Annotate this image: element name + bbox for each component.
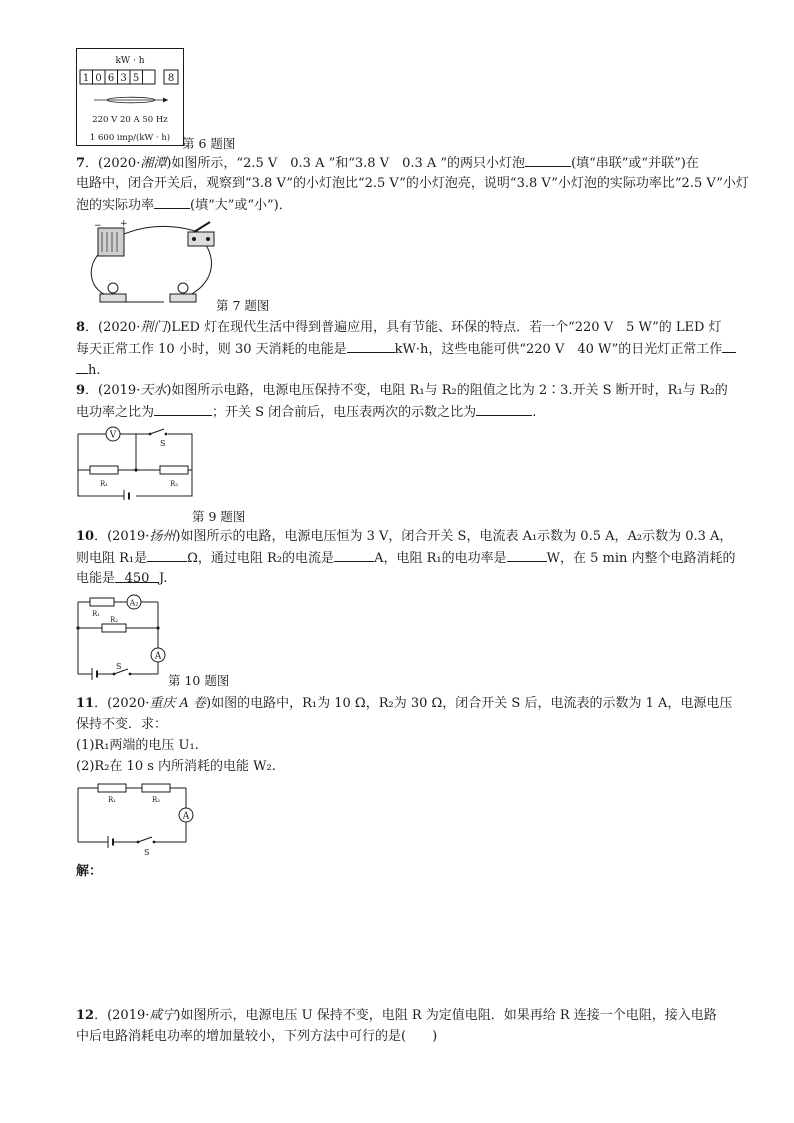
- resistor-label: R₁: [108, 796, 117, 804]
- answer-blank[interactable]: [476, 402, 532, 416]
- svg-text:V: V: [109, 430, 117, 441]
- battery-symbol-icon: [108, 836, 113, 848]
- meter-digit-decimal: 8: [167, 73, 175, 84]
- question-7-line-2: 电路中，闭合开关后，观察到“3.8 V”的小灯泡比“2.5 V”的小灯泡亮，说明“3.8 V”小灯泡的实际功率比“2.5 V”小灯: [76, 176, 749, 191]
- ammeter-a2-icon: [127, 595, 141, 609]
- svg-text:A₂: A₂: [129, 598, 139, 608]
- question-7-line-1: 7．(2020·湘潭)如图所示，“2.5 V 0.3 A ”和“3.8 V 0.3 A ”的两只小灯泡 (填“串联”或“并联”)在: [76, 153, 699, 174]
- question-9-line-1: 9．(2019·天水)如图所示电路，电源电压保持不变，电阻 R₁与 R₂的阻值之比为 2∶3.开关 S 断开时，R₁与 R₂的: [76, 383, 728, 398]
- q10-circuit-figure: [72, 592, 172, 680]
- question-10-line-2: 则电阻 R₁是 Ω，通过电阻 R₂的电流是 A，电阻 R₁的电功率是 W，在 5 min 内整个电路消耗的: [76, 548, 735, 569]
- svg-text:+: +: [120, 219, 128, 229]
- answer-blank[interactable]: [147, 548, 187, 562]
- question-number: 9: [76, 383, 86, 398]
- battery-symbol-icon: [124, 490, 129, 500]
- figure-caption: 第 9 题图: [192, 509, 246, 524]
- svg-text:−: −: [94, 221, 102, 231]
- meter-unit: kW · h: [115, 56, 145, 66]
- meter-disc-icon: [94, 97, 168, 103]
- answer-blank[interactable]: [525, 153, 571, 167]
- svg-text:A: A: [182, 811, 190, 822]
- q11-circuit-figure: [72, 780, 196, 856]
- ammeter-icon: [179, 808, 193, 822]
- meter-digit: 0: [95, 73, 102, 84]
- figure-caption: 第 10 题图: [168, 673, 230, 688]
- answer-blank[interactable]: [347, 339, 395, 353]
- q7-circuit-figure: [84, 218, 216, 310]
- meter-digit: 6: [107, 73, 115, 84]
- switch-label: S: [160, 439, 166, 448]
- question-8-line-1: 8．(2020·荆门)LED 灯在现代生活中得到普遍应用，具有节能、环保的特点．若一个“220 V 5 W”的 LED 灯: [76, 320, 722, 335]
- resistor-label: R₂: [110, 616, 119, 624]
- question-11-line-2: 保持不变．求：: [76, 717, 168, 732]
- switch-label: S: [116, 662, 122, 671]
- question-number: 8: [76, 320, 86, 335]
- voltmeter-icon: [106, 427, 120, 441]
- question-number: 10: [76, 529, 95, 544]
- meter-digit: 3: [120, 73, 127, 84]
- answer-blank[interactable]: [507, 548, 547, 562]
- resistor-label: R₁: [92, 610, 101, 618]
- question-11-line-1: 11．(2020·重庆 A 卷)如图的电路中，R₁为 10 Ω，R₂为 30 Ω，闭合开关 S 后，电流表的示数为 1 A，电源电压: [76, 696, 733, 711]
- question-12-line-2: 中后电路消耗电功率的增加量较小，下列方法中可行的是( ): [76, 1029, 438, 1044]
- battery-symbol-icon: [92, 668, 97, 680]
- solution-label: 解：: [76, 864, 103, 879]
- figure-caption: 第 7 题图: [216, 298, 270, 313]
- resistor-label: R₁: [100, 480, 109, 488]
- answer-blank[interactable]: [334, 548, 374, 562]
- question-11-sub-2: (2)R₂在 10 s 内所消耗的电能 W₂.: [76, 759, 276, 774]
- question-10-line-3: 电能是 450 J.: [76, 571, 168, 586]
- resistor-label: R₂: [170, 480, 179, 488]
- meter-figure: [76, 48, 186, 148]
- question-number: 11: [76, 696, 95, 711]
- answer-blank[interactable]: [154, 402, 212, 416]
- bulb-icon: [170, 283, 196, 302]
- answer-blank[interactable]: [154, 195, 190, 209]
- knife-switch-icon: [188, 222, 214, 246]
- answer-filled: 450: [115, 569, 159, 583]
- bulb-icon: [100, 283, 126, 302]
- question-number: 7: [76, 156, 86, 171]
- answer-blank[interactable]: [722, 339, 736, 353]
- q9-circuit-figure: [72, 426, 196, 500]
- battery-icon: [94, 219, 128, 256]
- meter-digit: 5: [132, 73, 140, 84]
- meter-specs: 220 V 20 A 50 Hz: [92, 115, 168, 125]
- ammeter-icon: [151, 648, 165, 662]
- svg-text:A: A: [154, 651, 162, 662]
- solution-area[interactable]: [76, 886, 746, 996]
- resistor-label: R₂: [152, 796, 161, 804]
- switch-label: S: [144, 848, 150, 856]
- question-8-line-3: h.: [76, 360, 101, 381]
- question-9-line-2: 电功率之比为 ；开关 S 闭合前后，电压表两次的示数之比为 .: [76, 402, 536, 423]
- question-11-sub-1: (1)R₁两端的电压 U₁.: [76, 738, 199, 753]
- question-number: 12: [76, 1008, 95, 1023]
- question-12-line-1: 12．(2019·咸宁)如图所示，电源电压 U 保持不变，电阻 R 为定值电阻．如果再给 R 连接一个电阻，接入电路: [76, 1008, 717, 1023]
- question-7-line-3: 泡的实际功率 (填“大”或“小”)．: [76, 195, 292, 216]
- meter-digits: [80, 70, 178, 84]
- question-10-line-1: 10．(2019·扬州)如图所示的电路，电源电压恒为 3 V，闭合开关 S，电流表 A₁示数为 0.5 A，A₂示数为 0.3 A，: [76, 529, 733, 544]
- meter-imp: 1 600 imp/(kW · h): [89, 133, 171, 143]
- figure-caption: 第 6 题图: [182, 136, 236, 151]
- meter-digit: 1: [82, 73, 90, 84]
- answer-blank[interactable]: [76, 360, 88, 374]
- question-8-line-2: 每天正常工作 10 小时，则 30 天消耗的电能是 kW·h，这些电能可供“220 V 40 W”的日光灯正常工作: [76, 339, 736, 360]
